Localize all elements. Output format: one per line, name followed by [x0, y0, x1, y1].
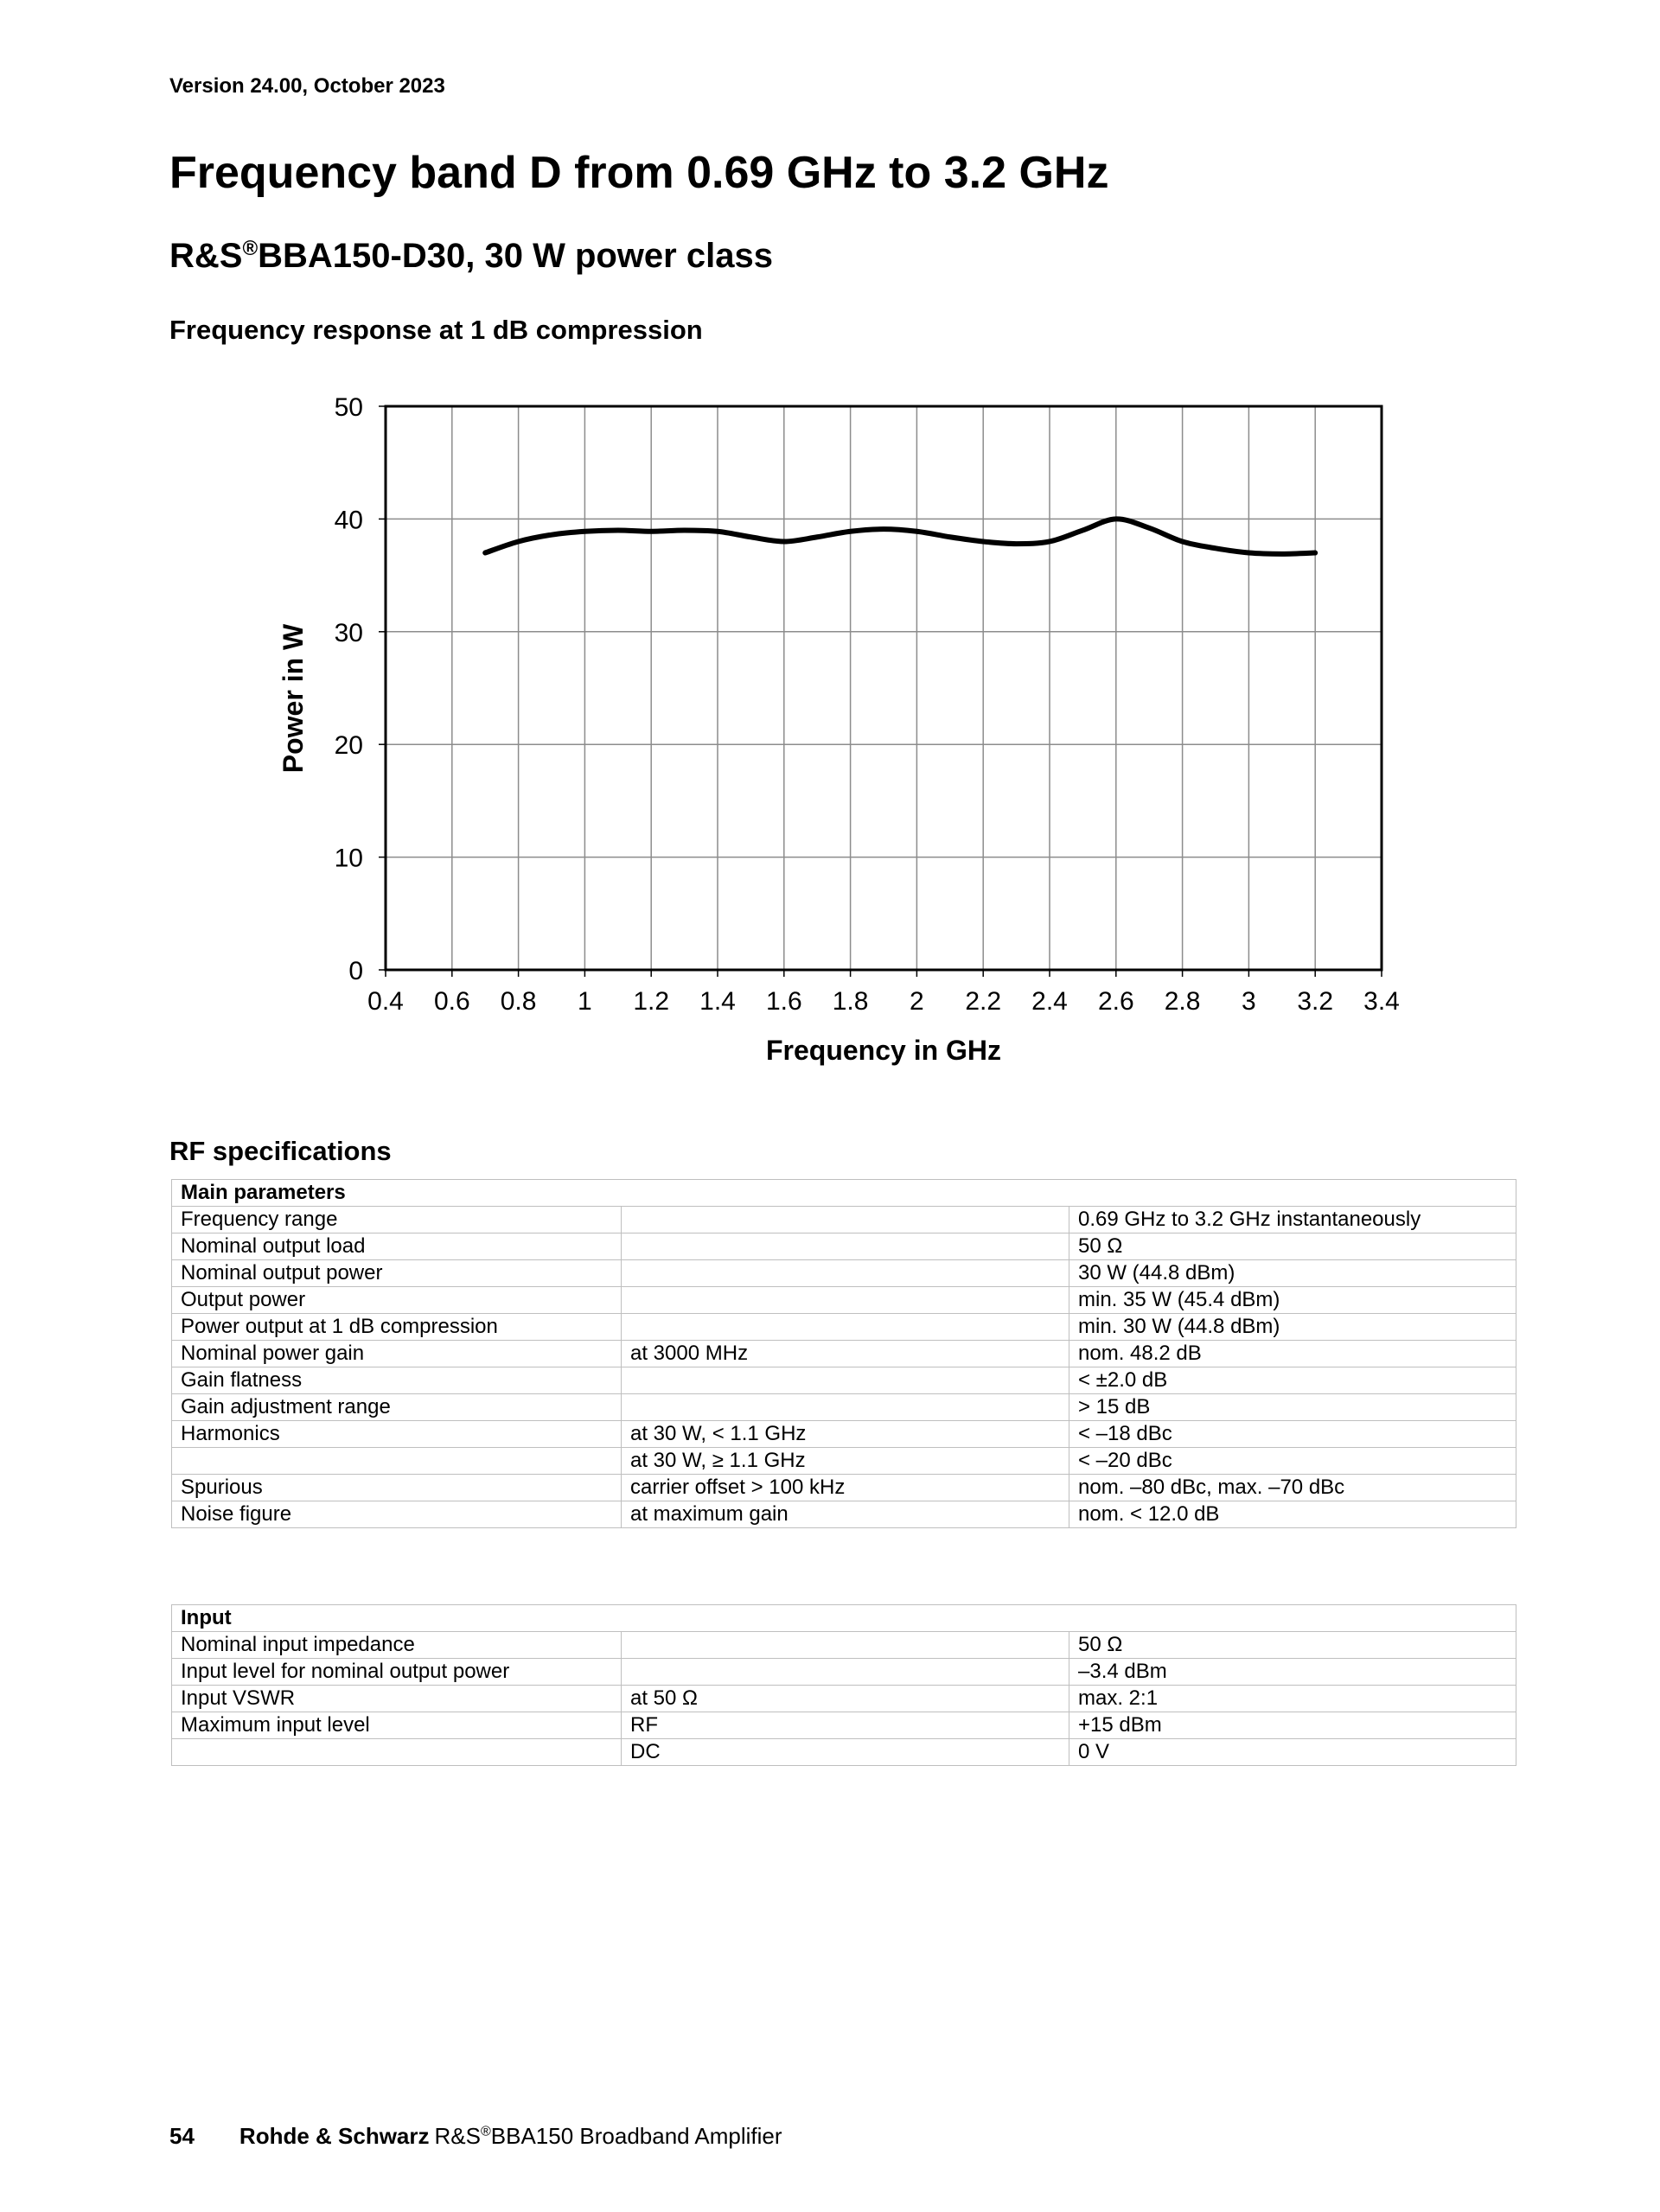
value-cell: min. 30 W (44.8 dBm) [1069, 1314, 1516, 1341]
condition-cell: at 3000 MHz [622, 1341, 1069, 1367]
rf-specifications-title: RF specifications [169, 1136, 392, 1166]
condition-cell [622, 1233, 1069, 1260]
parameter-cell: Harmonics [172, 1421, 622, 1448]
value-cell: nom. 48.2 dB [1069, 1341, 1516, 1367]
parameter-cell: Nominal power gain [172, 1341, 622, 1367]
product-subtitle [169, 235, 773, 277]
x-axis-ticks [367, 970, 1400, 1016]
page-number: 54 [169, 2123, 195, 2149]
x-tick-label: 2.6 [1097, 987, 1134, 1016]
table-row [172, 1632, 1516, 1659]
y-axis-label: Power in W [278, 623, 309, 774]
condition-cell [622, 1659, 1069, 1686]
x-tick-label: 0.8 [500, 987, 537, 1016]
value-cell: < –20 dBc [1069, 1448, 1516, 1475]
condition-cell: RF [622, 1712, 1069, 1739]
value-cell: 50 Ω [1069, 1632, 1516, 1659]
table-row [172, 1260, 1516, 1287]
condition-cell: at 50 Ω [622, 1686, 1069, 1712]
table-row [172, 1287, 1516, 1314]
parameter-cell: Nominal input impedance [172, 1632, 622, 1659]
table-row [172, 1448, 1516, 1475]
chart-series [485, 519, 1315, 553]
x-tick-label: 1.6 [765, 987, 802, 1016]
x-tick-label: 3.4 [1363, 987, 1400, 1016]
value-cell: nom. < 12.0 dB [1069, 1501, 1516, 1528]
frequency-response-chart [259, 372, 1435, 1081]
parameter-cell: Power output at 1 dB compression [172, 1314, 622, 1341]
table-row [172, 1501, 1516, 1528]
table-row [172, 1739, 1516, 1766]
condition-cell [622, 1632, 1069, 1659]
page-title: Frequency band D from 0.69 GHz to 3.2 GHz [169, 148, 1109, 198]
x-tick-label: 2.4 [1031, 987, 1068, 1016]
x-tick-label: 0.4 [367, 987, 404, 1016]
x-tick-label: 2 [910, 987, 924, 1016]
x-tick-label: 2.8 [1164, 987, 1201, 1016]
footer-product-prefix: R&S [434, 2123, 481, 2149]
table-heading-row [172, 1605, 1516, 1632]
value-cell: 30 W (44.8 dBm) [1069, 1260, 1516, 1287]
series-line [485, 519, 1315, 553]
table-heading-row [172, 1180, 1516, 1207]
x-tick-label: 3.2 [1297, 987, 1334, 1016]
value-cell: nom. –80 dBc, max. –70 dBc [1069, 1475, 1516, 1501]
chart-grid [386, 406, 1382, 970]
table-heading: Main parameters [172, 1180, 1516, 1207]
footer-product-name: BBA150 Broadband Amplifier [490, 2123, 782, 2149]
condition-cell: at maximum gain [622, 1501, 1069, 1528]
value-cell: < –18 dBc [1069, 1421, 1516, 1448]
x-tick-label: 0.6 [433, 987, 470, 1016]
table-row [172, 1686, 1516, 1712]
footer-registered-mark: ® [480, 2124, 491, 2139]
x-tick-label: 2.2 [965, 987, 1002, 1016]
x-tick-label: 3 [1242, 987, 1256, 1016]
table-row [172, 1367, 1516, 1394]
x-tick-label: 1.8 [832, 987, 869, 1016]
value-cell: +15 dBm [1069, 1712, 1516, 1739]
value-cell: 0 V [1069, 1739, 1516, 1766]
condition-cell [622, 1394, 1069, 1421]
parameter-cell: Output power [172, 1287, 622, 1314]
y-tick-label: 50 [334, 393, 363, 422]
y-tick-label: 30 [334, 618, 363, 647]
condition-cell: carrier offset > 100 kHz [622, 1475, 1069, 1501]
table-heading: Input [172, 1605, 1516, 1632]
table-row [172, 1314, 1516, 1341]
x-tick-label: 1.2 [633, 987, 670, 1016]
value-cell: 0.69 GHz to 3.2 GHz instantaneously [1069, 1207, 1516, 1233]
parameter-cell: Spurious [172, 1475, 622, 1501]
parameter-cell: Input VSWR [172, 1686, 622, 1712]
x-axis-label: Frequency in GHz [765, 1035, 1002, 1066]
condition-cell [622, 1314, 1069, 1341]
parameter-cell: Gain adjustment range [172, 1394, 622, 1421]
x-tick-label: 1.4 [699, 987, 736, 1016]
parameter-cell: Maximum input level [172, 1712, 622, 1739]
document-version: Version 24.00, October 2023 [169, 74, 445, 98]
footer-brand: Rohde & Schwarz [239, 2123, 430, 2149]
condition-cell: at 30 W, ≥ 1.1 GHz [622, 1448, 1069, 1475]
main-parameters-table [171, 1179, 1516, 1528]
table-row [172, 1659, 1516, 1686]
subtitle-rest: BBA150-D30, 30 W power class [258, 237, 773, 275]
y-tick-label: 40 [334, 506, 363, 535]
value-cell: < ±2.0 dB [1069, 1367, 1516, 1394]
parameter-cell: Nominal output power [172, 1260, 622, 1287]
y-axis-ticks [335, 393, 386, 985]
value-cell: 50 Ω [1069, 1233, 1516, 1260]
y-tick-label: 0 [348, 957, 363, 985]
parameter-cell: Nominal output load [172, 1233, 622, 1260]
value-cell: –3.4 dBm [1069, 1659, 1516, 1686]
parameter-cell: Frequency range [172, 1207, 622, 1233]
parameter-cell: Input level for nominal output power [172, 1659, 622, 1686]
condition-cell [622, 1287, 1069, 1314]
y-tick-label: 10 [334, 844, 363, 873]
value-cell: max. 2:1 [1069, 1686, 1516, 1712]
parameter-cell: Gain flatness [172, 1367, 622, 1394]
subtitle-prefix: R&S [169, 237, 243, 275]
value-cell: min. 35 W (45.4 dBm) [1069, 1287, 1516, 1314]
condition-cell [622, 1260, 1069, 1287]
table-row [172, 1341, 1516, 1367]
table-row [172, 1207, 1516, 1233]
value-cell: > 15 dB [1069, 1394, 1516, 1421]
condition-cell: DC [622, 1739, 1069, 1766]
x-tick-label: 1 [578, 987, 592, 1016]
input-table [171, 1604, 1516, 1766]
table-row [172, 1421, 1516, 1448]
table-row [172, 1475, 1516, 1501]
page-footer [169, 2123, 782, 2150]
parameter-cell [172, 1739, 622, 1766]
plot-frame [386, 406, 1382, 970]
parameter-cell [172, 1448, 622, 1475]
table-row [172, 1233, 1516, 1260]
table-row [172, 1394, 1516, 1421]
y-tick-label: 20 [334, 731, 363, 761]
table-row [172, 1712, 1516, 1739]
registered-mark: ® [242, 237, 259, 260]
condition-cell [622, 1367, 1069, 1394]
condition-cell: at 30 W, < 1.1 GHz [622, 1421, 1069, 1448]
chart-section-title: Frequency response at 1 dB compression [169, 315, 703, 345]
condition-cell [622, 1207, 1069, 1233]
parameter-cell: Noise figure [172, 1501, 622, 1528]
